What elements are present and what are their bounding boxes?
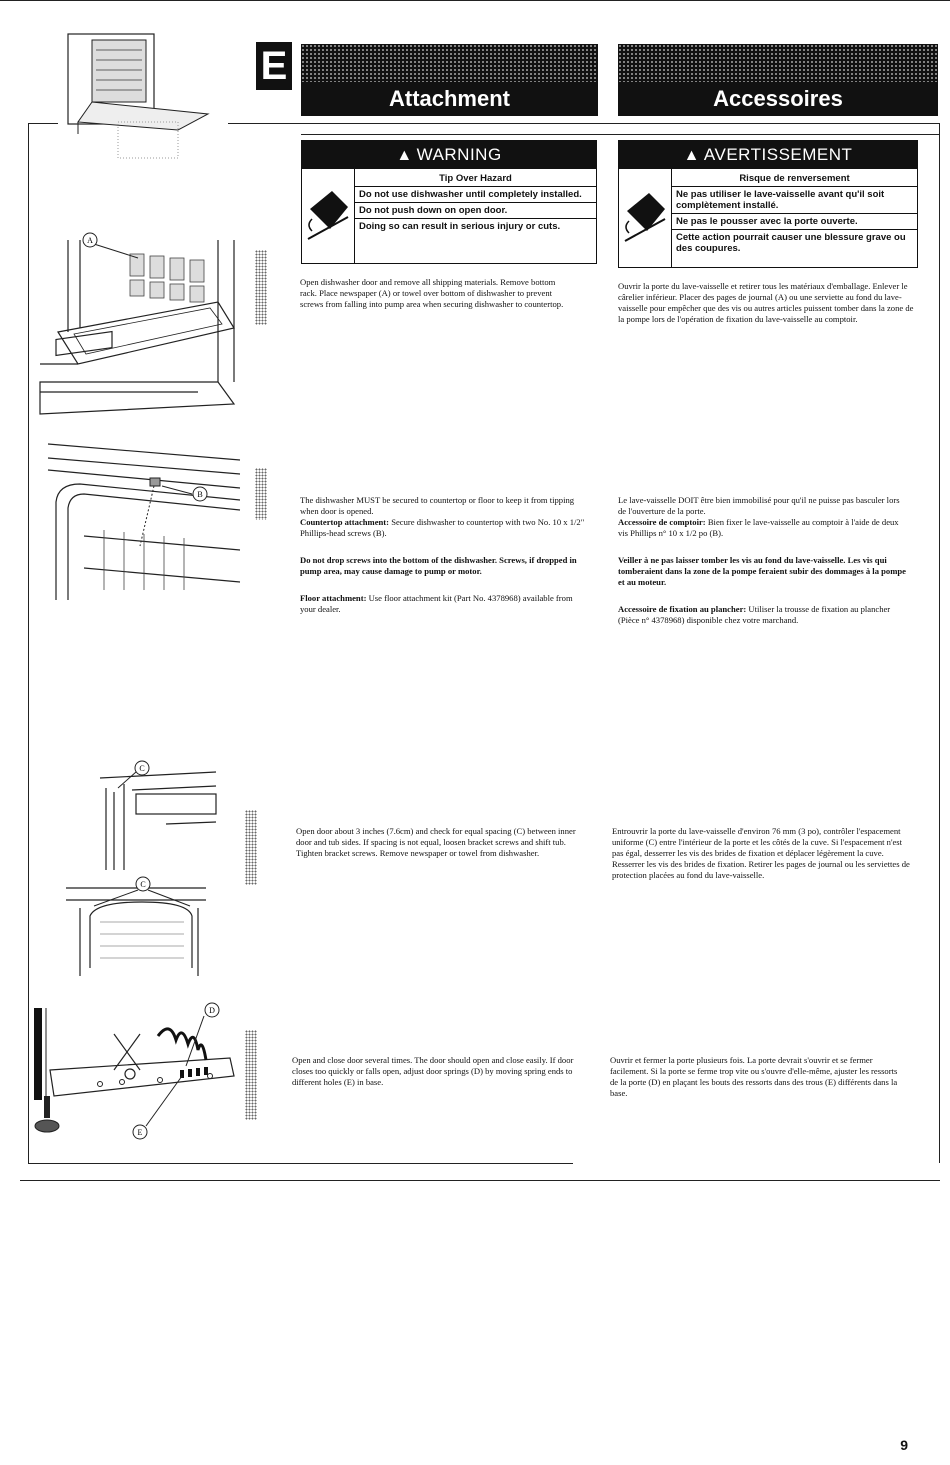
step-2-illustration [44,440,244,610]
dishwasher-thumbnail-illustration [58,30,228,162]
top-rule [0,0,950,1]
frame-bottom-inner [28,1163,573,1164]
step-3-illustration [66,758,246,980]
warning-box-french [618,140,918,268]
callout-b: B [197,490,203,499]
step-2-fr-intro: Le lave-vaisselle DOIT être bien immobilisé pour qu'il ne puisse pas basculer lors de l'ouverture de la porte. [618,495,900,516]
tip-over-hazard-icon [302,169,355,263]
step-4-gutter [245,1030,257,1120]
step-1-illustration [38,232,248,432]
warning-line: Do not push down on open door. [355,202,596,218]
frame-top-left [28,123,58,124]
step-4-illustration [30,1000,240,1150]
warning-line: Do not use dishwasher until completely installed. [355,186,596,202]
step-3-gutter [245,810,257,885]
page-number: 9 [900,1437,908,1453]
frame-bottom [20,1180,940,1181]
english-title-banner [301,44,598,116]
step-2-en-intro: The dishwasher MUST be secured to countertop or floor to keep it from tipping when door is opened. [300,495,575,516]
frame-left [28,123,29,1163]
callout-d: D [209,1006,215,1015]
section-letter-badge: E [256,42,292,90]
avertissement-line: Cette action pourrait causer une blessure grave ou des coupures. [672,229,917,256]
step-2-fr-countertop: Accessoire de comptoir: Bien fixer le lave-vaisselle au comptoir à l'aide de deux vis Phillips n° 10 x 1/2 po (B). [618,517,899,538]
callout-c-top: C [139,764,145,773]
frame-divider-top [301,134,939,135]
step-1-english-text: Open dishwasher door and remove all shipping materials. Remove bottom rack. Place newspaper (A) or towel over bottom of dishwasher to prevent screws from falling into pump area when securing dishwasher to countertop. [300,277,564,309]
tip-over-hazard-icon [619,169,672,267]
warning-heading: ▲ WARNING [302,141,596,169]
step-2-french-text [618,495,908,626]
step-2-gutter [255,468,267,520]
avertissement-line: Ne pas utiliser le lave-vaisselle avant qu'il soit complètement installé. [672,186,917,213]
warning-box-english [301,140,597,264]
avertissement-heading: ▲ AVERTISSEMENT [619,141,917,169]
step-2-fr-floor: Accessoire de fixation au plancher: Utiliser la trousse de fixation au plancher (Pièce n° 4378968) disponible chez votre marchand. [618,604,891,625]
step-4-english-text: Open and close door several times. The door should open and close easily. If door closes too quickly or falls open, adjust door springs (D) by moving spring ends to different holes (E) in base. [292,1055,574,1087]
frame-right [939,123,940,1163]
french-title-banner [618,44,938,116]
step-1-gutter [255,250,267,325]
warning-subheading: Tip Over Hazard [439,173,512,184]
step-2-english-text [300,495,590,615]
step-3-french-text: Entrouvrir la porte du lave-vaisselle d'environ 76 mm (3 po), contrôler l'espacement uniforme (C) entre l'intérieur de la porte et les côtés de la cuve. Si l'espacement n'est pas égal, desserrer les vis des brides de fixation et déplacer légèrement la cuve. Resserrer les vis des brides de fixation. Retirer les pages de journal ou les serviettes de protection placées au fond du lave-vaisselle. [612,826,910,880]
step-3-english-text: Open door about 3 inches (7.6cm) and check for equal spacing (C) between inner door and tub sides. If spacing is not equal, loosen bracket screws and shift tub. Tighten bracket screws. Remove newspaper or towel from dishwasher. [296,826,576,858]
frame-top-right [228,123,940,124]
warning-line: Doing so can result in serious injury or cuts. [355,218,596,234]
step-2-en-countertop: Countertop attachment: Secure dishwasher to countertop with two No. 10 x 1/2" Phillips-head screws (B). [300,517,585,538]
avertissement-line: Ne pas le pousser avec la porte ouverte. [672,213,917,229]
callout-c-bottom: C [140,880,146,889]
step-4-french-text: Ouvrir et fermer la porte plusieurs fois. La porte devrait s'ouvrir et se fermer facilement. Si la porte se ferme trop vite ou s'ouvre d'elle-même, ajuster les ressorts de la porte (D) en plaçant les bouts des ressorts dans des trous (E) différents dans la base. [610,1055,898,1098]
step-2-en-caution: Do not drop screws into the bottom of the dishwasher. Screws, if dropped in pump area, may cause damage to pump or motor. [300,555,577,576]
english-title: Attachment [388,86,510,111]
french-title: Accessoires [713,86,843,111]
callout-e: E [137,1128,143,1137]
step-2-en-floor: Floor attachment: Use floor attachment kit (Part No. 4378968) available from your dealer. [300,593,573,614]
avertissement-subheading: Risque de renversement [739,173,850,184]
floor-label: Floor attachment: [300,593,367,603]
warning-triangle-icon: ▲ [396,147,413,164]
warning-triangle-icon: ▲ [683,147,700,164]
step-1-french-text: Ouvrir la porte du lave-vaisselle et retirer tous les matériaux d'emballage. Enlever le cârelier inférieur. Placer des pages de journal (A) ou une serviette au fond du lave-vaisselle pour empêcher que des vis ou autres articles puissent tomber dans la zone de la pompe lors de l'opération de fixation du lave-vaisselle au comptoir. [618,281,914,324]
plancher-label: Accessoire de fixation au plancher: [618,604,747,614]
comptoir-label: Accessoire de comptoir: [618,517,706,527]
step-2-fr-caution: Veiller à ne pas laisser tomber les vis au fond du lave-vaisselle. Les vis qui tomberaient dans la zone de la pompe feraient subir des dommages à la pompe et au moteur. [618,555,906,587]
countertop-label: Countertop attachment: [300,517,390,527]
callout-a: A [87,236,93,245]
